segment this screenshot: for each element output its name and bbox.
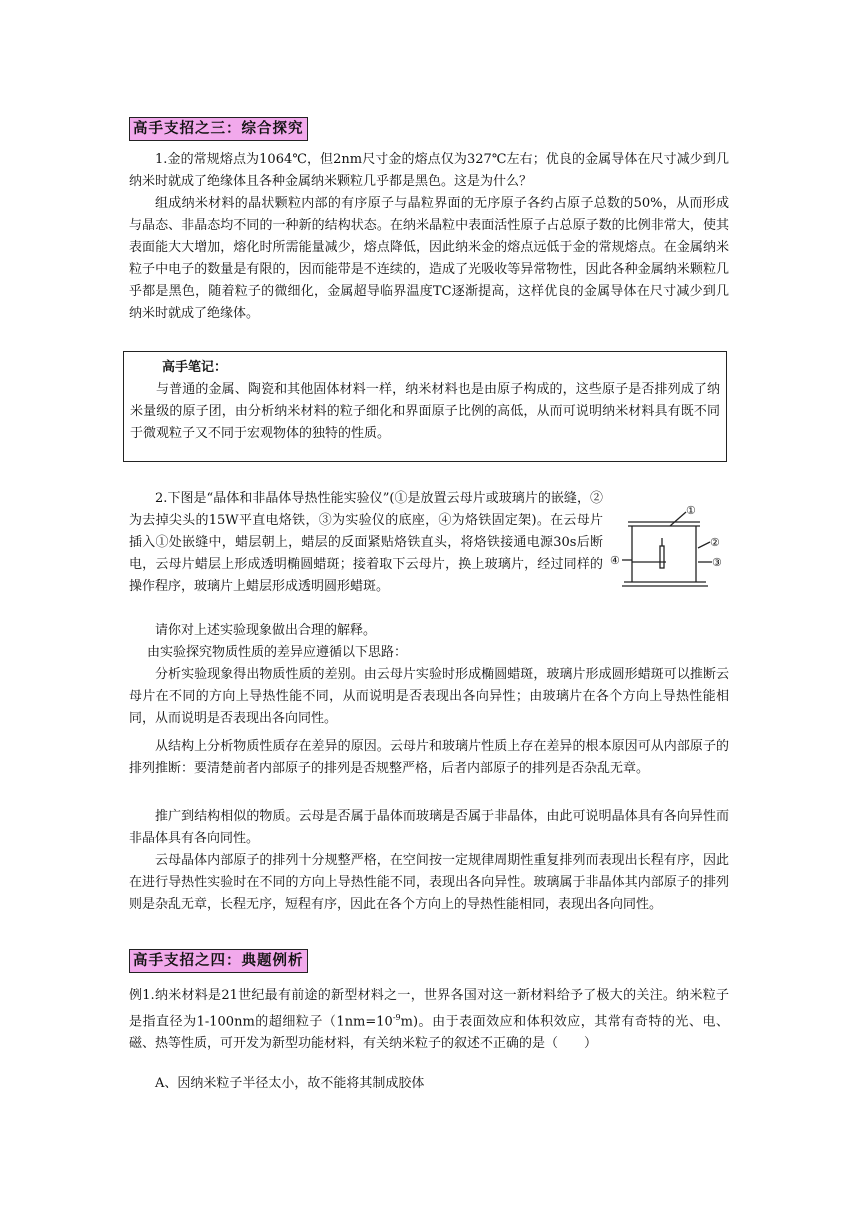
- fig-label-3: ③: [712, 556, 722, 569]
- question-1: 1.金的常规熔点为1064℃，但2nm尺寸金的熔点仅为327℃左右；优良的金属导体在尺寸减少到几纳米时就成了绝缘体且各种金属纳米颗粒几乎都是黑色。这是为什么？: [129, 152, 729, 189]
- note-title: 高手笔记：: [162, 360, 228, 375]
- example-1-part-a: 例1.纳米材料是21世纪最有前途的新型材料之一，世界各国对这一新材料给予了极大的关注。纳米粒子是指直径为1-100nm的超细粒子（1nm=10: [129, 988, 729, 1030]
- paragraph-extend: 推广到结构相似的物质。云母是否属于晶体而玻璃是否属于非晶体，由此可说明晶体具有各向异性而非晶体具有各向同性。: [129, 809, 729, 846]
- example-1: [129, 985, 729, 1055]
- question-2: 2.下图是“晶体和非晶体导热性能实验仪”(①是放置云母片或玻璃片的嵌缝，②为去掉尖头的15W平直电烙铁，③为实验仪的底座，④为烙铁固定架)。在云母片插入①处嵌缝中，蜡层朝上，蜡层的反面紧贴烙铁直头，将烙铁接通电源30s后断电，云母片蜡层上形成透明椭圆蜡斑；接着取下云母片，换上玻璃片，经过同样的操作程序，玻璃片上蜡层形成透明圆形蜡斑。: [129, 491, 603, 594]
- section-heading-3: 高手支招之三：综合探究: [129, 117, 308, 141]
- paragraph-structure: 从结构上分析物质性质存在差异的原因。云母片和玻璃片性质上存在差异的根本原因可从内部原子的排列推断：要清楚前者内部原子的排列是否规整严格，后者内部原子的排列是否杂乱无章。: [129, 739, 729, 776]
- fig-label-4: ④: [610, 554, 620, 567]
- paragraph-analysis: 分析实验现象得出物质性质的差别。由云母片实验时形成椭圆蜡斑，玻璃片形成圆形蜡斑可以推断云母片在不同的方向上导热性能不同，从而说明是否表现出各向异性；由玻璃片在各个方向上导热性能相同，从而说明是否表现出各向同性。: [129, 667, 729, 726]
- section-heading-4: 高手支招之四：典题例析: [129, 949, 308, 973]
- example-1-part-b: m)。由于表面效应和体积效应，其常有奇特的光、电、磁、热等性质，可开发为新型功能材料，有关纳米粒子的叙述不正确的是（ ）: [129, 1014, 729, 1052]
- question-2-intro: 由实验探究物质性质的差异应遵循以下思路：: [147, 645, 408, 660]
- answer-1: 组成纳米材料的晶状颗粒内部的有序原子与晶粒界面的无序原子各约占原子总数的50%，从而形成与晶态、非晶态均不同的一种新的结构状态。在纳米晶粒中表面活性原子占总原子数的比例非常大，使其表面能大大增加，熔化时所需能量减少，熔点降低，因此纳米金的熔点远低于金的常规熔点。在金属纳米粒子中电子的数量是有限的，因而能带是不连续的，造成了光吸收等异常物性，因此各种金属纳米颗粒几乎都是黑色，随着粒子的微细化，金属超导临界温度TC逐渐提高，这样优良的金属导体在尺寸减少到几纳米时就成了绝缘体。: [129, 196, 729, 321]
- option-a: A、因纳米粒子半径太小，故不能将其制成胶体: [155, 1076, 425, 1091]
- fig-label-1: ①: [686, 504, 696, 517]
- note-box: [123, 351, 727, 462]
- note-body: 与普通的金属、陶瓷和其他固体材料一样，纳米材料也是由原子构成的，这些原子是否排列成了纳米量级的原子团，由分析纳米材料的粒子细化和界面原子比例的高低，从而可说明纳米材料具有既不同于微观粒子又不同于宏观物体的独特的性质。: [130, 382, 720, 441]
- fig-label-2: ②: [710, 536, 720, 549]
- experiment-apparatus-figure: [610, 500, 728, 592]
- example-1-exponent: -9: [392, 1013, 401, 1022]
- paragraph-conclusion: 云母晶体内部原子的排列十分规整严格，在空间按一定规律周期性重复排列而表现出长程有序，因此在进行导热性实验时在不同的方向上导热性能不同，表现出各向异性。玻璃属于非晶体其内部原子的排列则是杂乱无章，长程无序，短程有序，因此在各个方向上的导热性能相同，表现出各向同性。: [129, 853, 729, 912]
- question-2-ask: 请你对上述实验现象做出合理的解释。: [155, 623, 377, 638]
